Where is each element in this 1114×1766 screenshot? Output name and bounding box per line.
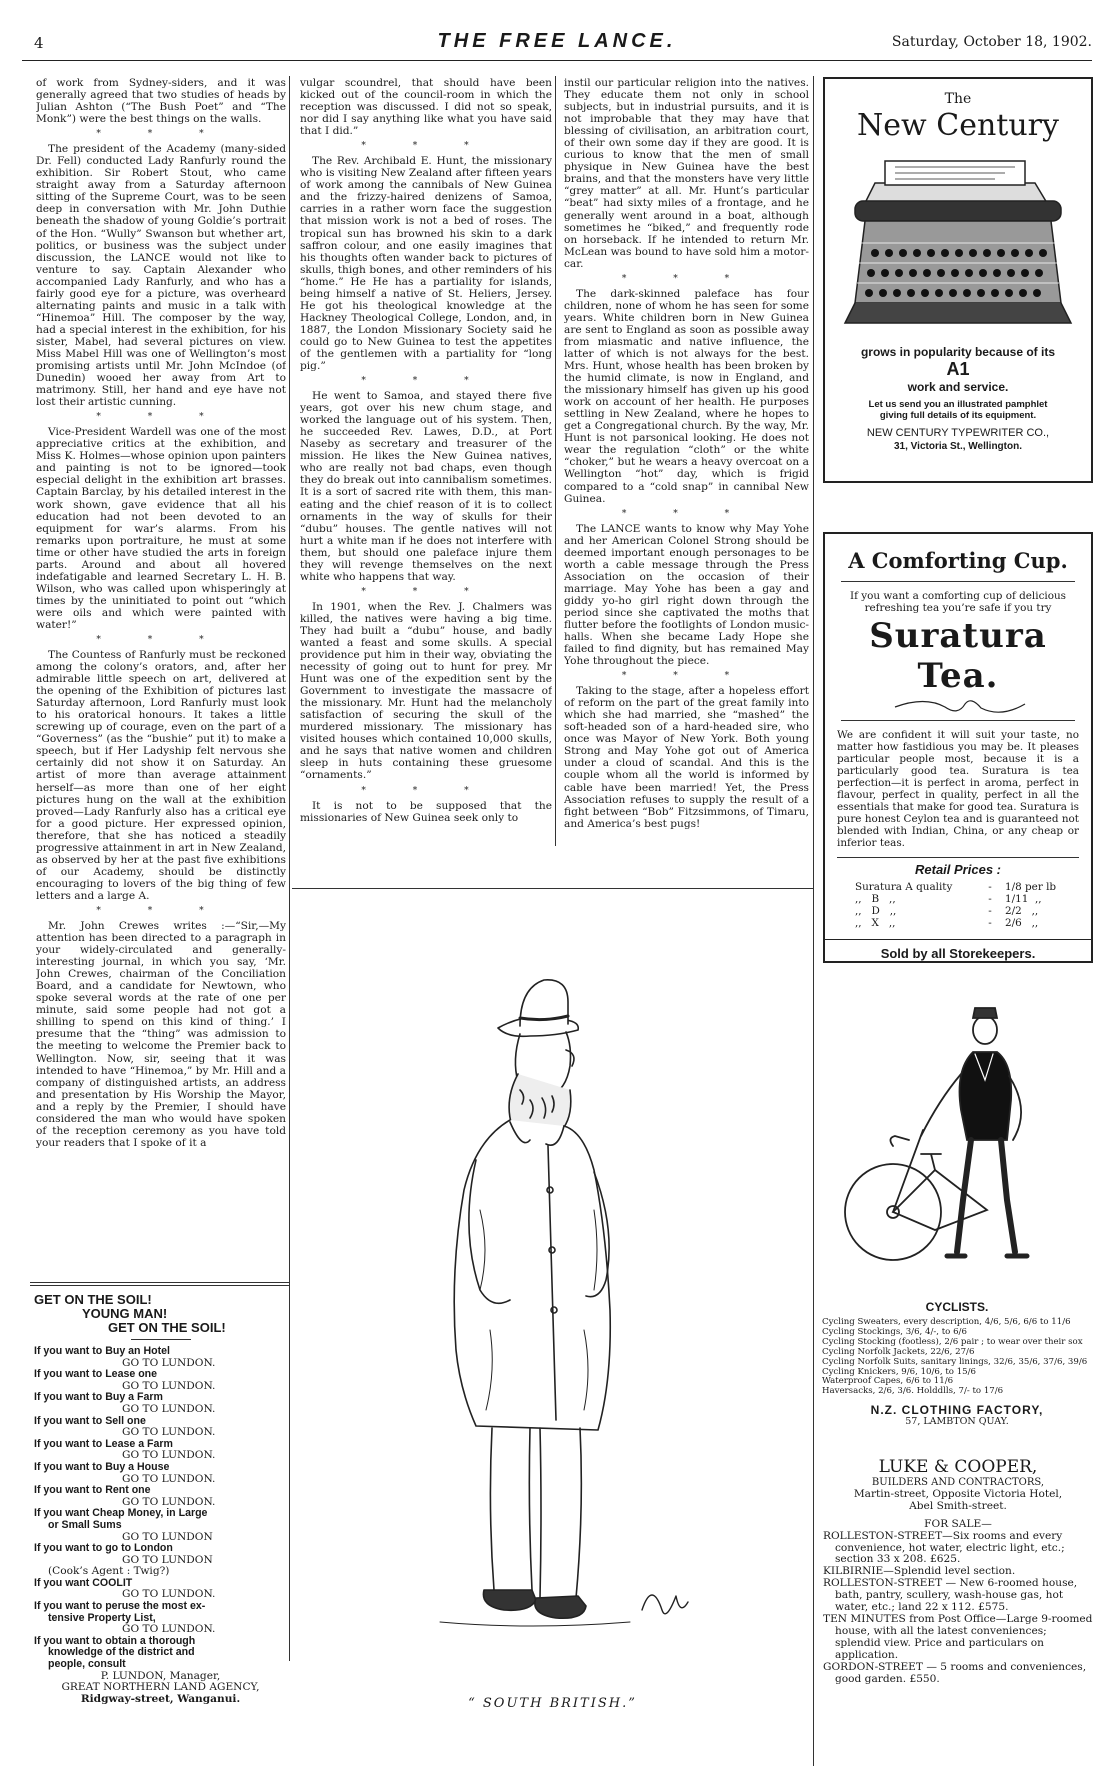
ad-line: GO TO LUNDON. [122, 1402, 216, 1415]
ad-text: BUILDERS AND CONTRACTORS, [871, 1477, 1045, 1488]
price-label: ,, B ,, [855, 893, 896, 905]
price-value: 2/6 ,, [1005, 917, 1039, 929]
ad-signature: P. LUNDON, Manager, [100, 1669, 221, 1682]
ad-text: grows in popularity because of its [860, 345, 1056, 359]
ad-headline: GET ON THE SOIL! [34, 1292, 152, 1307]
section-divider: * * * [361, 586, 491, 597]
ad-text: If you want a comforting cup of delicious refreshing tea you’re safe if you try [849, 590, 1066, 614]
ad-line: Cycling Norfolk Jackets, 22/6, 27/6 [822, 1346, 975, 1357]
ad-line: If you want to go to London [34, 1542, 173, 1555]
paragraph: vulgar scoundrel, that should have been kicked out of the council-room in which the reception was discussed. I did not so speak, nor did I say anything like what you have said that I did.” [300, 77, 552, 138]
ad-line: GO TO LUNDON. [122, 1449, 216, 1462]
article-column-2 [300, 77, 552, 883]
price-list [855, 881, 1091, 929]
paragraph: Mr. John Crewes writes :—“Sir,—My attention has been directed to a paragraph in your widely-circulated and generally-interesting journal, in which you say, ‘Mr. John Crewes, chairman of the Conciliation Board, and a candidate for Newtown, who spoke several words at the rate of one per minute, said some people had not got a shilling to spend on this kind of thing.’ I presume that the “thing” was admission to the meeting to welcome the Premier back to Wellington. Now, sir, seeing that it was intended to have “Hinemoa,” by Mr. Hill and a company of distinguished artists, an address and presentation by His Worship the Mayor, and a reply by the Premier, I should have considered the man who would have spoken of the reception ceremony as you have told your readers that I spoke of it a [36, 920, 286, 1149]
section-divider: * * * [96, 129, 226, 140]
paragraph: The dark-skinned paleface has four children, none of whom he has seen for some years. White children born in New Guinea are sent to England as soon as possible away from miasmatic and native influence, the latter of which is not always for the best. Mrs. Hunt, whose health has been broken by the humid climate, is now in England, and the missionary himself has given up his good work on account of her health. He purposes settling in New Zealand, where he hopes to get a Congregational church. By the way, Mr. Hunt is not parsonical looking. He does not wear the regulation “cloth” or the white “choker,” but he wears a heavy overcoat on a Wellington “hot” day, which is frigid compared to a “cold snap” in cannibal New Guinea. [564, 287, 809, 505]
header-rule [22, 60, 1092, 61]
section-divider: * * * [621, 508, 752, 519]
soil-ad-top-rule-2 [30, 1285, 289, 1286]
ad-text: giving full details of its equipment. [879, 410, 1037, 421]
ad-line: Cycling Knickers, 9/6, 10/6, to 15/6 [822, 1366, 977, 1377]
ad-line: knowledge of the district and [48, 1646, 195, 1659]
ad-line: GO TO LUNDON. [122, 1495, 216, 1508]
column-rule [289, 76, 290, 1661]
paragraph: He went to Samoa, and stayed there five years, got over his new chum stage, and worked the language out of his system. Then, he succeeded Rev. Lawes, D.D., at Port Naseby as secretary and treasurer of the mission. He likes the New Guinea natives, who are really not bad chaps, even though they do break out into cannibalism sometimes. It is a sort of sacred rite with them, this man-eating and the chief reason of it is to collect ornaments in the way of skulls for their “dubu” houses. The gentle natives will not hurt a white man if he does not interfere with them, but should one paleface injure them they will revenge themselves on the next white who happens that way. [300, 390, 552, 583]
ad-text: Abel Smith-street. [909, 1499, 1007, 1512]
paragraph: of work from Sydney-siders, and it was generally agreed that two studies of heads by Julian Ashton (“The Bush Poet” and “The Monk”) were the best things on the walls. [36, 77, 286, 126]
listing-item: ROLLESTON-STREET—Six rooms and every convenience, hot water, electric light, etc.; section 33 x 208. £625. [823, 1529, 1065, 1566]
listing-item: TEN MINUTES from Post Office—Large 9-roomed house, with all the latest conveniences; splendid view. Price and particulars on application. [823, 1612, 1093, 1661]
section-divider: * * * [96, 906, 226, 916]
ad-line: or Small Sums [48, 1518, 122, 1531]
section-divider: * * * [361, 376, 491, 387]
ad-headline: YOUNG MAN! [82, 1306, 168, 1321]
article-column-3 [564, 77, 809, 883]
cartoon-illustration [380, 950, 740, 1680]
ad-line: If you want to Sell one [34, 1414, 146, 1427]
ad-address: 57, LAMBTON QUAY. [905, 1416, 1009, 1428]
ad-signature: GREAT NORTHERN LAND AGENCY, [61, 1681, 260, 1694]
ad-signature: Ridgway-street, Wanganui. [80, 1692, 241, 1705]
section-divider: * * * [621, 671, 752, 682]
suratura-tea-advertisement [823, 532, 1093, 963]
price-row: ,, B ,, - 1/11 ,, [855, 893, 1042, 905]
ad-line: GO TO LUNDON [122, 1553, 213, 1566]
price-label: ,, D ,, [855, 905, 897, 917]
ad-line: If you want to Rent one [34, 1484, 151, 1497]
paragraph: Taking to the stage, after a hopeless effort of reform on the part of the great family into which she had married, she “mashed” the soft-headed son of a hard-headed sire, who once was Mayor of New York. Both young Strong and May Yohe got out of America under a cloud of scandal. And this is the couple whom all the world is informed by cable have been married! Yet, the Press Association refuses to supply the result of a fight between “Bob” Fitzsimmons, of Timaru, and America’s best pugs! [564, 685, 809, 830]
ad-line: (Cook’s Agent : Twig?) [48, 1565, 170, 1578]
price-value: 1/8 per lb [1005, 881, 1057, 893]
column-rule [555, 76, 556, 846]
ad-line: GO TO LUNDON. [122, 1623, 216, 1636]
ad-line: If you want COOLIT [34, 1576, 133, 1589]
land-agency-advertisement [34, 1293, 287, 1705]
ad-line: Cycling Sweaters, every description, 4/6, 5/6, 6/6 to 11/6 [822, 1317, 1071, 1327]
cartoon-top-rule [292, 888, 813, 889]
ad-title: LUKE & COOPER, [878, 1457, 1038, 1477]
ad-company: NEW CENTURY TYPEWRITER CO., [866, 427, 1050, 439]
ad-company: N.Z. CLOTHING FACTORY, [870, 1403, 1044, 1418]
section-divider: * * * [96, 635, 226, 646]
ad-text: Let us send you an illustrated pamphlet [868, 399, 1048, 410]
ad-line: If you want to Buy a House [34, 1460, 170, 1473]
masthead-title: THE FREE LANCE. [437, 30, 677, 52]
price-row: ,, X ,, - 2/6 ,, [855, 917, 1039, 929]
section-divider: * * * [361, 785, 491, 796]
paragraph: instil our particular religion into the natives. They educate them not only in school subjects, but in industrial pursuits, and it is not improbable that they may have that blessing of civilisation, an arbitration court, of their own some day if they are good. It is curious to know that the men of small physique in New Guinea have the best brains, and that the monsters have very little “grey matter” at all. Mr. Hunt’s particular “beat” had sixty miles of a frontage, and he generally went around in a boat, although sometimes he “biked,” and frequently rode on horseback. If he intended to return Mr. McLean was bound to have sold him a motor-car. [564, 77, 809, 270]
ad-divider [841, 720, 1075, 721]
ad-line: GO TO LUNDON. [122, 1588, 216, 1601]
ad-address: 31, Victoria St., Wellington. [894, 441, 1022, 452]
section-divider: * * * [96, 412, 226, 423]
ad-title: A Comforting Cup. [848, 548, 1068, 573]
ad-line: If you want to Lease one [34, 1368, 158, 1381]
typewriter-icon [825, 143, 1091, 343]
ad-title: Suratura Tea. [869, 616, 1047, 696]
ad-line: GO TO LUNDON [122, 1530, 213, 1543]
ad-line: If you want to Buy a Farm [34, 1391, 163, 1404]
prices-heading: Retail Prices : [915, 862, 1001, 877]
paragraph: It is not to be supposed that the missionaries of New Guinea seek only to [300, 799, 552, 824]
paragraph: The president of the Academy (many-sided Dr. Fell) conducted Lady Ranfurly round the exhibition. Sir Robert Stout, who came straight away from a Saturday afternoon sitting of the Supreme Court, was to be seen deep in conversation with Mr. John Duthie beneath the shadow of young Goldie’s portrait of the Hon. “Wully” Swanson but whether art, politics, or business was the subject under discussion, the LANCE would not like to venture to say. Captain Alexander who accompanied Lady Ranfurly, and who has a fairly good eye for a picture, was overheard alternating paints and music in a talk with “Hinemoa” Hill. The composer by the way, had a special interest in the exhibition, for his sister, Mabel, had several pictures on view. Miss Mabel Hill was one of Wellington’s most promising artists until Mr. John McIndoe (of Dunedin) wooed her away from Art to matrimony. Still, her hand and eye have not lost their artistic cunning. [36, 143, 286, 409]
ad-line: If you want to obtain a thorough [34, 1634, 196, 1647]
price-value: 1/11 ,, [1005, 893, 1042, 905]
listing-item: ROLLESTON-STREET — New 6-roomed house, bath, pantry, scullery, wash-house gas, hot water, etc.; land 22 x 112. £575. [823, 1577, 1078, 1614]
ad-divider [841, 581, 1075, 582]
price-label: ,, X ,, [855, 917, 896, 929]
ad-body: We are confident it will suit your taste, no matter how fastidious you may be. It pleases particular people most, because it is a particularly good tea. Suratura is tea perfection—it is perfect in aroma, perfect in flavour, perfect in quality, perfect in all the essentials that make for good tea. Suratura is pure honest Ceylon tea and is guaranteed not blended with Indian, China, or any cheap or inferior teas. [837, 729, 1079, 849]
ad-divider [837, 857, 1079, 858]
ad-text: A1 [946, 359, 970, 379]
cyclist-illustration [835, 990, 1085, 1290]
paragraph: In 1901, when the Rev. J. Chalmers was killed, the natives were having a big time. They had built a “dubu” house, and badly wanted a feast and some skulls. A special providence put him in their way, obviating the necessity of going out to hunt for prey. Mr Hunt was one of the expedition sent by the Government to investigate the massacre of the missionary. Mr. Hunt had the melancholy satisfaction of securing the skull of the murdered missionary. The missionary has visited houses which contained 10,000 skulls, and he says that native women and children sleep in huts containing these gruesome “ornaments.” [300, 600, 552, 782]
ad-line: Cycling Norfolk Suits, sanitary linings, 32/6, 35/6, 37/6, 39/6 [822, 1356, 1088, 1367]
ad-title-small: The [944, 91, 972, 107]
cartoon-caption: “ SOUTH BRITISH.” [468, 1696, 637, 1711]
new-century-typewriter-advertisement [823, 77, 1093, 483]
cyclists-clothing-advertisement [822, 1300, 1092, 1427]
ad-text: work and service. [907, 380, 1009, 394]
column-rule [813, 76, 814, 1766]
ad-divider [131, 1339, 191, 1340]
ornament-flourish-icon [825, 696, 1091, 718]
listing-item: GORDON-STREET — 5 rooms and conveniences, good garden. £550. [823, 1660, 1087, 1685]
ad-line: Cycling Stocking (footless), 2/6 pair ; to wear over their sox [822, 1336, 1083, 1347]
ad-line: people, consult [48, 1658, 126, 1671]
ad-line: tensive Property List, [48, 1611, 156, 1624]
ad-text: Martin-street, Opposite Victoria Hotel, [853, 1487, 1063, 1500]
ad-line: GO TO LUNDON. [122, 1356, 216, 1369]
ad-line: If you want Cheap Money, in Large [34, 1507, 208, 1520]
luke-cooper-advertisement [823, 1457, 1093, 1685]
price-row: Suratura A quality - 1/8 per lb [855, 881, 1057, 893]
ad-line: GO TO LUNDON. [122, 1426, 216, 1439]
ad-title: CYCLISTS. [925, 1300, 989, 1314]
ad-line: GO TO LUNDON. [122, 1472, 216, 1485]
paragraph: Vice-President Wardell was one of the most appreciative critics at the exhibition, and Miss K. Holmes—whose opinion upon painters and painting is not to be ignored—took especial delight in the exhibition art brasses. Captain Barclay, by his detailed interest in the work shown, gave evidence that all his education had not been devoted to an equipment for war’s alarms. From his remarks upon portraiture, he must at some time or other have studied the arts in foreign parts. Around and about all hovered indefatigable and learned Secretary L. H. B. Wilson, who was called upon whisperingly at times by the uninitiated to point out “which were oils and which were painted with water!” [36, 426, 286, 631]
section-divider: * * * [621, 273, 752, 284]
page-number: 4 [34, 34, 44, 52]
ad-title: New Century [857, 108, 1059, 143]
paragraph: The LANCE wants to know why May Yohe and her American Colonel Strong should be deemed important enough personages to be worth a cable message through the Press Association on the occasion of their marriage. May Yohe has been a gay and giddy yo-ho girl right down through the period since she captivated the moths that flutter before the footlights of London music-halls. When she became Lady Hope she failed to find dignity, but has remained May Yohe throughout the piece. [564, 522, 809, 668]
section-divider: * * * [361, 141, 491, 152]
price-value: 2/2 ,, [1005, 905, 1039, 917]
ad-line: If you want to Buy an Hotel [34, 1345, 170, 1357]
listing-item: KILBIRNIE—Splendid level section. [823, 1565, 1016, 1578]
ad-line: GO TO LUNDON. [122, 1379, 216, 1392]
ad-headline: GET ON THE SOIL! [108, 1320, 226, 1335]
ad-line: If you want to Lease a Farm [34, 1437, 173, 1450]
price-label: Suratura A quality [855, 881, 953, 893]
paragraph: The Rev. Archibald E. Hunt, the missionary who is visiting New Zealand after fifteen years of work among the cannibals of New Guinea and the frizzy-haired denizens of Samoa, carries in a rather worn face the suggestion that mission work is not a bed of roses. The tropical sun has browned his skin to a dark saffron colour, and one easily imagines that his thoughts often wander back to pictures of skulls, thigh bones, and other reminders of his “home.” He He has a partiality for islands, being himself a native of St. Heliers, Jersey. He got his theological knowledge at the Hackney Theological College, London, and, in 1887, the London Missionary Society said he could go to New Guinea to test the appetites of the gentlemen with a partiality for “long pig.” [300, 155, 552, 373]
ad-line: Haversacks, 2/6, 3/6. Holddlls, 7/- to 17/6 [822, 1386, 1004, 1397]
price-row: ,, D ,, - 2/2 ,, [855, 905, 1039, 917]
article-column-1 [36, 77, 286, 1280]
ad-text: FOR SALE— [924, 1517, 992, 1530]
soil-ad-top-rule [30, 1282, 289, 1283]
ad-footer: Sold by all Storekeepers. [880, 946, 1036, 961]
ad-line: Cycling Stockings, 3/6, 4/-, to 6/6 [822, 1326, 967, 1337]
paragraph: The Countess of Ranfurly must be reckoned among the colony’s orators, and, after her admirable little speech on art, delivered at the opening of the Exhibition of pictures last Saturday afternoon, Lord Ranfurly must look to his oratorical honours. It takes a little screwing up of courage, even on the part of a “Governess” (as the “bushie” put it) to make a speech, but if Her Ladyship felt nervous she certainly did not show it on Saturday. An artist of more than average attainment herself—as more than one of her eight pictures hung on the wall at the exhibition proved—Lady Ranfurly also has a critical eye for a good picture. Her expressed opinion, therefore, that she has noticed a steadily progressive attainment in art in New Zealand, as observed by her at the past five exhibitions of our Academy, should be distinctly encouraging to lovers of the big thing of few letters and a large A. [36, 649, 286, 902]
issue-date: Saturday, October 18, 1902. [891, 34, 1092, 50]
ad-line: Waterproof Capes, 6/6 to 11/6 [822, 1376, 954, 1387]
ad-divider [825, 939, 1091, 940]
ad-line: If you want to peruse the most ex- [34, 1600, 206, 1613]
